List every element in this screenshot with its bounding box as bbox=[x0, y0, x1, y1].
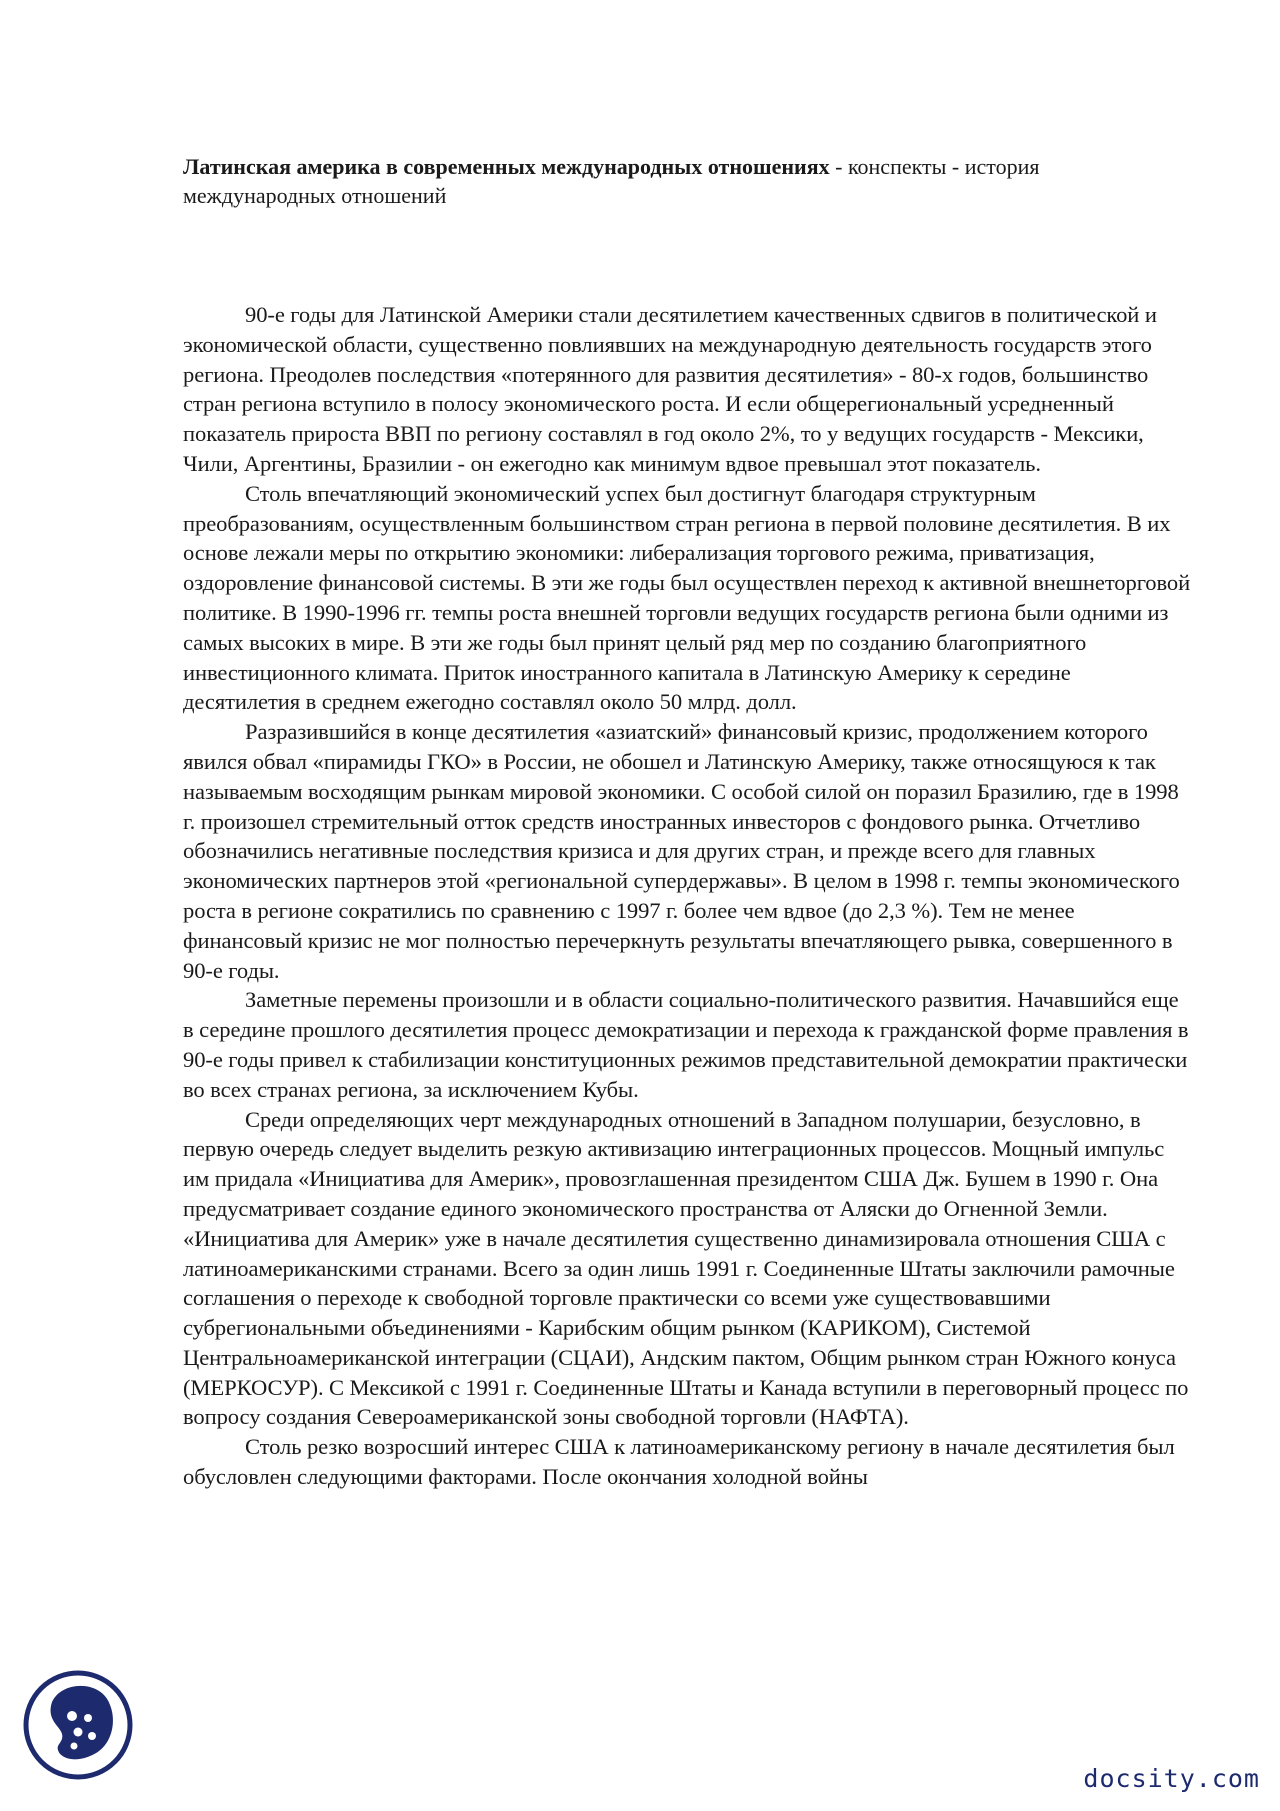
document-title bbox=[183, 152, 1113, 210]
docsity-watermark[interactable]: docsity.com bbox=[1083, 1764, 1260, 1793]
paragraph: Среди определяющих черт международных отношений в Западном полушарии, безусловно, в первую очередь следует выделить резкую активизацию интеграционных процессов. Мощный импульс им придала «Инициатива для Америк», провозглашенная президентом США Дж. Бушем в 1990 г. Она предусматривает создание единого экономического пространства от Аляски до Огненной Земли. «Инициатива для Америк» уже в начале десятилетия существенно динамизировала отношения США с латиноамериканскими странами. Всего за один лишь 1991 г. Соединенные Штаты заключили рамочные соглашения о переходе к свободной торговле практически со всеми уже существовавшими субрегиональными объединениями - Карибским общим рынком (КАРИКОМ), Системой Центральноамериканской интеграции (СЦАИ), Андским пактом, Общим рынком стран Южного конуса (МЕРКОСУР). С Мексикой с 1991 г. Соединенные Штаты и Канада вступили в переговорный процесс по вопросу создания Североамериканской зоны свободной торговли (НАФТА). bbox=[183, 1106, 1189, 1430]
docsity-logo-icon[interactable] bbox=[22, 1660, 134, 1790]
title-rest-text: - конспекты - история международных отношений bbox=[183, 154, 1040, 208]
paragraph: Разразившийся в конце десятилетия «азиатский» финансовый кризис, продолжением которого явился обвал «пирамиды ГКО» в России, не обошел и Латинскую Америку, также относящуюся к так называемым восходящим рынкам мировой экономики. С особой силой он поразил Бразилию, где в 1998 г. произошел стремительный отток средств иностранных инвесторов с фондового рынка. Отчетливо обозначились негативные последствия кризиса и для других стран, и прежде всего для главных экономических партнеров этой «региональной супердержавы». В целом в 1998 г. темпы экономического роста в регионе сократились по сравнению с 1997 г. более чем вдвое (до 2,3 %). Тем не менее финансовый кризис не мог полностью перечеркнуть результаты впечатляющего рывка, совершенного в 90-е годы. bbox=[183, 719, 1180, 983]
paragraph: Столь резко возросший интерес США к латиноамериканскому региону в начале десятилетия был обусловлен следующими факторами. После окончания холодной войны bbox=[183, 1434, 1175, 1490]
paragraph: Заметные перемены произошли и в области социально-политического развития. Начавшийся еще в середине прошлого десятилетия процесс демократизации и перехода к гражданской форме правления в 90-е годы привел к стабилизации конституционных режимов представительной демократии практически во всех странах региона, за исключением Кубы. bbox=[183, 987, 1189, 1102]
paragraph: Столь впечатляющий экономический успех был достигнут благодаря структурным преобразованиям, осуществленным большинством стран региона в первой половине десятилетия. В их основе лежали меры по открытию экономики: либерализация торгового режима, приватизация, оздоровление финансовой системы. В эти же годы был осуществлен переход к активной внешнеторговой политике. В 1990-1996 гг. темпы роста внешней торговли ведущих государств региона были одними из самых высоких в мире. В эти же годы был принят целый ряд мер по созданию благоприятного инвестиционного климата. Приток иностранного капитала в Латинскую Америку к середине десятилетия в среднем ежегодно составлял около 50 млрд. долл. bbox=[183, 480, 1191, 715]
title-bold-text: Латинская америка в современных международных отношениях bbox=[183, 154, 830, 179]
paragraph: 90-е годы для Латинской Америки стали десятилетием качественных сдвигов в политической и экономической области, существенно повлиявших на международную деятельность государств этого региона. Преодолев последствия «потерянного для развития десятилетия» - 80-х годов, большинство стран региона вступило в полосу экономического роста. И если общерегиональный усредненный показатель прироста ВВП по региону составлял в год около 2%, то у ведущих государств - Мексики, Чили, Аргентины, Бразилии - он ежегодно как минимум вдвое превышал этот показатель. bbox=[183, 302, 1157, 476]
logo-graphic bbox=[22, 1660, 134, 1790]
document-body bbox=[183, 300, 1193, 1492]
